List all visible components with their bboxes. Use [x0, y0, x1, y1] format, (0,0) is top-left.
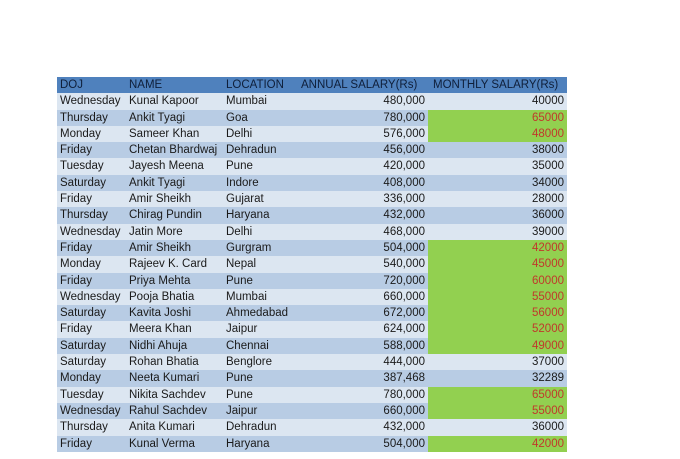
- table-row: [57, 224, 567, 240]
- table-row: [57, 419, 567, 435]
- cell-name[interactable]: Pooja Bhatia: [129, 290, 195, 303]
- cell-doj[interactable]: Thursday: [60, 209, 108, 222]
- cell-monthly-salary[interactable]: 52000: [428, 321, 567, 337]
- cell-name[interactable]: Meera Khan: [129, 323, 192, 336]
- cell-location[interactable]: Jaipur: [226, 404, 258, 417]
- cell-annual-salary[interactable]: 456,000: [383, 144, 425, 157]
- cell-location[interactable]: Gujarat: [226, 193, 264, 206]
- table-row: [57, 240, 567, 256]
- cell-monthly-salary[interactable]: 28000: [532, 193, 564, 206]
- table-row: [57, 273, 567, 289]
- cell-annual-salary[interactable]: 336,000: [383, 193, 425, 206]
- cell-doj[interactable]: Friday: [60, 144, 92, 157]
- cell-location[interactable]: Pune: [226, 388, 253, 401]
- table-row: [57, 403, 567, 419]
- cell-annual-salary[interactable]: 576,000: [383, 127, 425, 140]
- cell-location[interactable]: Benglore: [226, 356, 273, 369]
- table-row: [57, 256, 567, 272]
- cell-monthly-salary[interactable]: 60000: [428, 273, 567, 289]
- cell-doj[interactable]: Friday: [60, 437, 92, 450]
- cell-location[interactable]: Goa: [226, 111, 248, 124]
- cell-name[interactable]: Jayesh Meena: [129, 160, 204, 173]
- cell-name[interactable]: Sameer Khan: [129, 127, 200, 140]
- cell-doj[interactable]: Wednesday: [60, 290, 121, 303]
- cell-annual-salary[interactable]: 660,000: [383, 404, 425, 417]
- table-row: [57, 191, 567, 207]
- cell-name[interactable]: Priya Mehta: [129, 274, 191, 287]
- cell-monthly-salary[interactable]: 65000: [428, 387, 567, 403]
- cell-name[interactable]: Rahul Sachdev: [129, 404, 207, 417]
- header-annual-salary[interactable]: ANNUAL SALARY(Rs): [301, 79, 418, 91]
- cell-annual-salary[interactable]: 432,000: [383, 421, 425, 434]
- cell-annual-salary[interactable]: 480,000: [383, 95, 425, 108]
- cell-location[interactable]: Delhi: [226, 127, 253, 140]
- cell-monthly-salary[interactable]: 34000: [532, 176, 564, 189]
- cell-location[interactable]: Indore: [226, 176, 259, 189]
- table-row: [57, 354, 567, 370]
- cell-name[interactable]: Nikita Sachdev: [129, 388, 206, 401]
- cell-location[interactable]: Jaipur: [226, 323, 258, 336]
- cell-annual-salary[interactable]: 387,468: [383, 372, 425, 385]
- cell-monthly-salary[interactable]: 45000: [428, 256, 567, 272]
- table-row: [57, 93, 567, 109]
- table-body: [57, 93, 567, 452]
- cell-annual-salary[interactable]: 624,000: [383, 323, 425, 336]
- cell-name[interactable]: Kunal Verma: [129, 437, 195, 450]
- cell-name[interactable]: Nidhi Ahuja: [129, 339, 188, 352]
- cell-location[interactable]: Dehradun: [226, 144, 277, 157]
- cell-monthly-salary[interactable]: 56000: [428, 305, 567, 321]
- cell-monthly-salary[interactable]: 38000: [532, 144, 564, 157]
- cell-doj[interactable]: Saturday: [60, 307, 107, 320]
- cell-monthly-salary[interactable]: 40000: [532, 95, 564, 108]
- table-row: [57, 387, 567, 403]
- table-row: [57, 370, 567, 386]
- cell-annual-salary[interactable]: 660,000: [383, 290, 425, 303]
- cell-doj[interactable]: Thursday: [60, 421, 108, 434]
- cell-location[interactable]: Pune: [226, 274, 253, 287]
- table-row: [57, 436, 567, 452]
- cell-doj[interactable]: Saturday: [60, 339, 107, 352]
- table-row: [57, 305, 567, 321]
- table-row: [57, 289, 567, 305]
- cell-location[interactable]: Delhi: [226, 225, 253, 238]
- cell-annual-salary[interactable]: 504,000: [383, 437, 425, 450]
- cell-doj[interactable]: Monday: [60, 127, 101, 140]
- cell-name[interactable]: Amir Sheikh: [129, 193, 191, 206]
- cell-annual-salary[interactable]: 672,000: [383, 307, 425, 320]
- cell-name[interactable]: Jatin More: [129, 225, 183, 238]
- cell-doj[interactable]: Wednesday: [60, 95, 121, 108]
- table-header-row: [57, 77, 567, 93]
- cell-location[interactable]: Pune: [226, 160, 253, 173]
- cell-name[interactable]: Neeta Kumari: [129, 372, 200, 385]
- cell-location[interactable]: Mumbai: [226, 290, 267, 303]
- cell-annual-salary[interactable]: 588,000: [383, 339, 425, 352]
- cell-doj[interactable]: Monday: [60, 258, 101, 271]
- cell-doj[interactable]: Friday: [60, 193, 92, 206]
- cell-monthly-salary[interactable]: 42000: [428, 436, 567, 452]
- cell-location[interactable]: Gurgram: [226, 241, 272, 254]
- cell-annual-salary[interactable]: 780,000: [383, 111, 425, 124]
- cell-location[interactable]: Haryana: [226, 209, 270, 222]
- cell-annual-salary[interactable]: 540,000: [383, 258, 425, 271]
- cell-name[interactable]: Kunal Kapoor: [129, 95, 199, 108]
- cell-annual-salary[interactable]: 504,000: [383, 241, 425, 254]
- cell-doj[interactable]: Wednesday: [60, 225, 121, 238]
- cell-monthly-salary[interactable]: 55000: [428, 289, 567, 305]
- cell-location[interactable]: Dehradun: [226, 421, 277, 434]
- cell-doj[interactable]: Thursday: [60, 111, 108, 124]
- salary-table: [57, 77, 567, 452]
- cell-doj[interactable]: Friday: [60, 323, 92, 336]
- cell-location[interactable]: Haryana: [226, 437, 270, 450]
- cell-annual-salary[interactable]: 468,000: [383, 225, 425, 238]
- cell-annual-salary[interactable]: 720,000: [383, 274, 425, 287]
- cell-monthly-salary[interactable]: 55000: [428, 403, 567, 419]
- cell-doj[interactable]: Monday: [60, 372, 101, 385]
- cell-annual-salary[interactable]: 444,000: [383, 356, 425, 369]
- cell-name[interactable]: Rohan Bhatia: [129, 356, 199, 369]
- cell-doj[interactable]: Friday: [60, 274, 92, 287]
- cell-monthly-salary[interactable]: 42000: [428, 240, 567, 256]
- table-row: [57, 110, 567, 126]
- cell-name[interactable]: Rajeev K. Card: [129, 258, 207, 271]
- cell-monthly-salary[interactable]: 36000: [532, 209, 564, 222]
- cell-monthly-salary[interactable]: 48000: [428, 126, 567, 142]
- cell-name[interactable]: Anita Kumari: [129, 421, 195, 434]
- cell-location[interactable]: Ahmedabad: [226, 307, 289, 320]
- cell-name[interactable]: Amir Sheikh: [129, 241, 191, 254]
- cell-name[interactable]: Chirag Pundin: [129, 209, 202, 222]
- table-row: [57, 158, 567, 174]
- cell-location[interactable]: Nepal: [226, 258, 257, 271]
- table-row: [57, 142, 567, 158]
- cell-name[interactable]: Chetan Bhardwaj: [129, 144, 218, 157]
- cell-doj[interactable]: Tuesday: [60, 388, 104, 401]
- cell-name[interactable]: Ankit Tyagi: [129, 176, 186, 189]
- header-name[interactable]: NAME: [129, 79, 163, 91]
- cell-name[interactable]: Ankit Tyagi: [129, 111, 186, 124]
- table-row: [57, 338, 567, 354]
- header-monthly-salary[interactable]: MONTHLY SALARY(Rs): [433, 79, 559, 91]
- cell-annual-salary[interactable]: 408,000: [383, 176, 425, 189]
- cell-doj[interactable]: Tuesday: [60, 160, 104, 173]
- cell-doj[interactable]: Wednesday: [60, 404, 121, 417]
- cell-annual-salary[interactable]: 780,000: [383, 388, 425, 401]
- cell-monthly-salary[interactable]: 37000: [532, 356, 564, 369]
- cell-doj[interactable]: Saturday: [60, 176, 107, 189]
- cell-annual-salary[interactable]: 432,000: [383, 209, 425, 222]
- table-row: [57, 126, 567, 142]
- table-row: [57, 207, 567, 223]
- cell-annual-salary[interactable]: 420,000: [383, 160, 425, 173]
- cell-doj[interactable]: Saturday: [60, 356, 107, 369]
- table-row: [57, 321, 567, 337]
- header-doj[interactable]: DOJ: [60, 79, 83, 91]
- cell-monthly-salary[interactable]: 35000: [532, 160, 564, 173]
- cell-location[interactable]: Mumbai: [226, 95, 267, 108]
- cell-location[interactable]: Chennai: [226, 339, 269, 352]
- cell-monthly-salary[interactable]: 39000: [532, 225, 564, 238]
- cell-location[interactable]: Pune: [226, 372, 253, 385]
- cell-monthly-salary[interactable]: 32289: [532, 372, 564, 385]
- table-row: [57, 175, 567, 191]
- cell-doj[interactable]: Friday: [60, 241, 92, 254]
- cell-monthly-salary[interactable]: 36000: [532, 421, 564, 434]
- cell-name[interactable]: Kavita Joshi: [129, 307, 192, 320]
- cell-monthly-salary[interactable]: 49000: [428, 338, 567, 354]
- cell-monthly-salary[interactable]: 65000: [428, 110, 567, 126]
- header-location[interactable]: LOCATION: [226, 79, 284, 91]
